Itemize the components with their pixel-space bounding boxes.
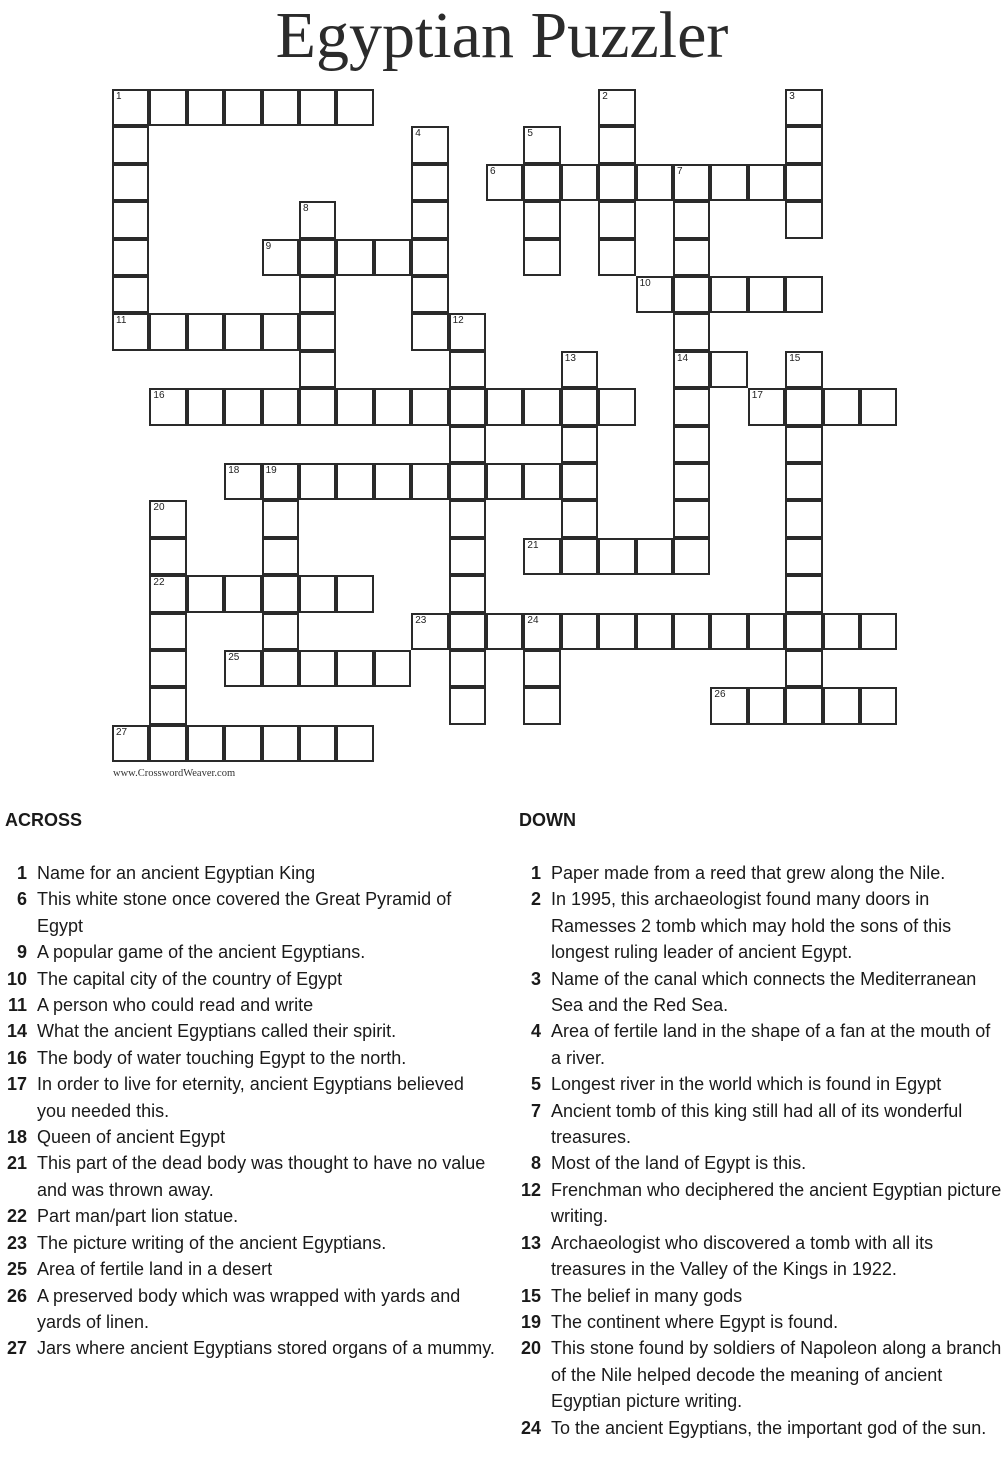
cell-number: 5 — [527, 128, 533, 140]
grid-cell[interactable] — [673, 500, 710, 537]
grid-cell[interactable] — [262, 575, 299, 612]
grid-cell[interactable] — [449, 538, 486, 575]
grid-cell[interactable] — [561, 388, 598, 425]
grid-cell[interactable] — [598, 239, 635, 276]
grid-cell[interactable] — [785, 687, 822, 724]
across-heading: ACROSS — [5, 810, 83, 830]
clue-item — [519, 1230, 1004, 1283]
grid-cell[interactable] — [449, 313, 486, 350]
cell-number: 15 — [789, 352, 801, 364]
grid-cell[interactable] — [561, 613, 598, 650]
grid-cell[interactable] — [785, 650, 822, 687]
clue-item — [5, 1071, 495, 1124]
cell-number: 20 — [153, 502, 165, 514]
grid-cell[interactable] — [673, 613, 710, 650]
cell-number: 19 — [265, 465, 277, 476]
clue-number: 20 — [520, 1338, 541, 1359]
clue-text: This white stone once covered the Great Pyramid of Egypt — [37, 889, 452, 936]
clue-text: Name for an ancient Egyptian King — [37, 863, 316, 883]
grid-cell[interactable] — [523, 463, 560, 500]
grid-cell[interactable] — [262, 725, 299, 762]
grid-cell[interactable] — [449, 388, 486, 425]
grid-cell[interactable] — [860, 687, 897, 724]
grid-cell[interactable] — [449, 351, 486, 388]
clue-number: 26 — [6, 1285, 27, 1306]
grid-cell[interactable] — [112, 276, 149, 313]
grid-cell[interactable] — [523, 164, 560, 201]
clue-number: 10 — [6, 968, 27, 989]
clue-number: 12 — [520, 1179, 541, 1200]
grid-cell[interactable] — [262, 463, 299, 500]
grid-cell[interactable] — [561, 463, 598, 500]
grid-cell[interactable] — [785, 89, 822, 126]
grid-cell[interactable] — [262, 313, 299, 350]
clue-number: 24 — [520, 1417, 541, 1438]
clue-item — [5, 1256, 495, 1282]
grid-cell[interactable] — [112, 126, 149, 163]
grid-cell[interactable] — [523, 201, 560, 238]
grid-cell[interactable] — [299, 276, 336, 313]
grid-cell[interactable] — [336, 650, 373, 687]
grid-cell[interactable] — [673, 239, 710, 276]
clue-text: The picture writing of the ancient Egyptians. — [37, 1232, 387, 1253]
cell-number: 23 — [415, 614, 427, 626]
clue-number: 1 — [16, 863, 27, 883]
cell-number: 21 — [527, 539, 539, 551]
grid-cell[interactable] — [860, 613, 897, 650]
grid-cell[interactable] — [523, 650, 560, 687]
grid-cell[interactable] — [561, 500, 598, 537]
grid-cell[interactable] — [262, 500, 299, 537]
grid-cell[interactable] — [449, 575, 486, 612]
clue-number: 21 — [6, 1153, 27, 1174]
clue-text: Archaeologist who discovered a tomb with all its treasures in the Valley of the Kings in 1922. — [551, 1232, 934, 1280]
clue-item — [5, 1124, 495, 1150]
clue-text: In order to live for eternity, ancient Egyptians believed you needed this. — [37, 1074, 464, 1121]
grid-cell[interactable] — [224, 463, 261, 500]
clue-item — [5, 966, 495, 992]
grid-cell[interactable] — [710, 687, 747, 724]
cell-number: 3 — [789, 91, 795, 102]
grid-cell[interactable] — [523, 687, 560, 724]
grid-cell[interactable] — [523, 126, 560, 163]
clue-item — [519, 860, 1004, 886]
grid-cell[interactable] — [374, 239, 411, 276]
cell-number: 7 — [677, 165, 683, 177]
grid-cell[interactable] — [224, 575, 261, 612]
clue-number: 9 — [16, 942, 27, 963]
grid-cell[interactable] — [449, 650, 486, 687]
grid-cell[interactable] — [785, 463, 822, 500]
clue-number: 16 — [6, 1047, 27, 1068]
grid-cell[interactable] — [112, 164, 149, 201]
grid-cell[interactable] — [262, 239, 299, 276]
clue-text: The continent where Egypt is found. — [551, 1311, 839, 1332]
grid-cell[interactable] — [336, 388, 373, 425]
clue-item — [5, 1283, 495, 1336]
grid-cell[interactable] — [374, 388, 411, 425]
grid-cell[interactable] — [411, 126, 448, 163]
grid-cell[interactable] — [636, 164, 673, 201]
grid-cell[interactable] — [187, 313, 224, 350]
clue-text: Part man/part lion statue. — [37, 1206, 239, 1227]
clue-text: Longest river in the world which is found in Egypt — [551, 1074, 942, 1095]
grid-cell[interactable] — [449, 687, 486, 724]
grid-cell[interactable] — [636, 276, 673, 313]
grid-cell[interactable] — [112, 89, 149, 126]
grid-cell[interactable] — [785, 276, 822, 313]
grid-cell[interactable] — [785, 500, 822, 537]
grid-cell[interactable] — [224, 388, 261, 425]
grid-cell[interactable] — [112, 313, 149, 350]
grid-cell[interactable] — [149, 687, 186, 724]
clue-item — [5, 1335, 495, 1361]
grid-cell[interactable] — [673, 201, 710, 238]
clue-number: 5 — [530, 1074, 541, 1095]
grid-cell[interactable] — [748, 613, 785, 650]
clue-number: 11 — [7, 995, 27, 1016]
grid-cell[interactable] — [710, 351, 747, 388]
grid-cell[interactable] — [299, 575, 336, 612]
grid-cell[interactable] — [224, 725, 261, 762]
clue-item — [5, 1150, 495, 1203]
grid-cell[interactable] — [673, 164, 710, 201]
grid-cell[interactable] — [299, 313, 336, 350]
clue-item — [5, 860, 495, 886]
grid-cell[interactable] — [411, 164, 448, 201]
grid-cell[interactable] — [411, 613, 448, 650]
clue-text: This part of the dead body was thought to have no value and was thrown away. — [37, 1153, 486, 1200]
cell-number: 17 — [751, 390, 763, 402]
grid-cell[interactable] — [449, 463, 486, 500]
grid-cell[interactable] — [187, 575, 224, 612]
cell-number: 26 — [714, 689, 726, 701]
clue-number: 25 — [6, 1259, 27, 1280]
grid-cell[interactable] — [299, 463, 336, 500]
grid-cell[interactable] — [598, 201, 635, 238]
clue-item — [519, 1309, 1004, 1335]
cell-number: 22 — [153, 577, 165, 589]
clue-text: To the ancient Egyptians, the important god of the sun. — [551, 1417, 987, 1438]
grid-cell[interactable] — [112, 239, 149, 276]
clue-item — [5, 1230, 495, 1256]
cell-number: 6 — [490, 165, 496, 177]
clue-item — [519, 1098, 1004, 1151]
grid-cell[interactable] — [336, 239, 373, 276]
grid-cell[interactable] — [785, 201, 822, 238]
grid-cell[interactable] — [785, 351, 822, 388]
grid-cell[interactable] — [112, 725, 149, 762]
clue-text: The capital city of the country of Egypt — [37, 968, 343, 989]
grid-cell[interactable] — [673, 538, 710, 575]
grid-cell[interactable] — [149, 575, 186, 612]
cell-number: 18 — [228, 465, 240, 476]
grid-cell[interactable] — [785, 613, 822, 650]
across-clue-list — [5, 860, 495, 1362]
clue-text: A popular game of the ancient Egyptians. — [37, 942, 366, 963]
clue-item — [519, 966, 1004, 1019]
clue-number: 14 — [6, 1021, 27, 1042]
clue-text: Name of the canal which connects the Mediterranean Sea and the Red Sea. — [551, 968, 977, 1016]
grid-cell[interactable] — [112, 201, 149, 238]
cell-number: 24 — [527, 614, 539, 626]
grid-cell[interactable] — [561, 538, 598, 575]
grid-cell[interactable] — [411, 239, 448, 276]
grid-cell[interactable] — [748, 388, 785, 425]
grid-cell[interactable] — [785, 164, 822, 201]
cell-number: 4 — [415, 128, 421, 140]
cell-number: 10 — [639, 278, 651, 289]
cell-number: 27 — [116, 726, 128, 738]
grid-cell[interactable] — [710, 164, 747, 201]
grid-cell[interactable] — [374, 463, 411, 500]
grid-cell[interactable] — [336, 575, 373, 612]
cell-number: 1 — [116, 91, 122, 102]
grid-cell[interactable] — [299, 239, 336, 276]
grid-cell[interactable] — [411, 388, 448, 425]
grid-cell[interactable] — [299, 650, 336, 687]
clue-number: 18 — [6, 1127, 27, 1148]
clue-item — [519, 1071, 1004, 1097]
clue-text: A preserved body which was wrapped with yards and yards of linen. — [37, 1285, 461, 1332]
grid-cell[interactable] — [823, 687, 860, 724]
cell-number: 11 — [116, 315, 127, 327]
clue-item — [519, 1415, 1004, 1441]
grid-cell[interactable] — [486, 164, 523, 201]
grid-cell[interactable] — [262, 388, 299, 425]
grid-cell[interactable] — [149, 613, 186, 650]
grid-cell[interactable] — [187, 388, 224, 425]
grid-cell[interactable] — [299, 725, 336, 762]
grid-cell[interactable] — [823, 388, 860, 425]
cell-number: 25 — [228, 652, 240, 663]
grid-cell[interactable] — [748, 687, 785, 724]
grid-cell[interactable] — [374, 650, 411, 687]
grid-cell[interactable] — [449, 613, 486, 650]
grid-cell[interactable] — [149, 89, 186, 126]
grid-cell[interactable] — [149, 388, 186, 425]
clue-number: 15 — [520, 1285, 541, 1306]
grid-cell[interactable] — [673, 463, 710, 500]
clue-number: 2 — [530, 889, 541, 910]
grid-cell[interactable] — [449, 426, 486, 463]
clue-number: 27 — [6, 1338, 27, 1359]
cell-number: 14 — [677, 352, 689, 364]
grid-cell[interactable] — [224, 313, 261, 350]
clue-item — [5, 1203, 495, 1229]
clue-item — [5, 939, 495, 965]
cell-number: 12 — [452, 315, 464, 327]
grid-cell[interactable] — [598, 164, 635, 201]
grid-cell[interactable] — [411, 313, 448, 350]
cell-number: 8 — [303, 203, 309, 215]
grid-cell[interactable] — [561, 351, 598, 388]
grid-cell[interactable] — [673, 351, 710, 388]
grid-cell[interactable] — [149, 313, 186, 350]
grid-cell[interactable] — [785, 388, 822, 425]
clue-item — [519, 1335, 1004, 1414]
grid-cell[interactable] — [262, 538, 299, 575]
grid-cell[interactable] — [673, 276, 710, 313]
grid-cell[interactable] — [149, 500, 186, 537]
grid-cell[interactable] — [411, 201, 448, 238]
clue-text: A person who could read and write — [37, 995, 314, 1016]
grid-cell[interactable] — [299, 388, 336, 425]
clue-number: 23 — [6, 1232, 27, 1253]
clue-text: This stone found by soldiers of Napoleon along a branch of the Nile helped decode the meaning of ancient Egyptian picture writing. — [551, 1338, 1002, 1412]
grid-cell[interactable] — [598, 89, 635, 126]
grid-cell[interactable] — [523, 613, 560, 650]
grid-cell[interactable] — [262, 650, 299, 687]
grid-cell[interactable] — [598, 388, 635, 425]
grid-cell[interactable] — [486, 613, 523, 650]
grid-cell[interactable] — [299, 89, 336, 126]
clue-text: Area of fertile land in a desert — [37, 1259, 273, 1280]
grid-cell[interactable] — [336, 725, 373, 762]
clue-text: What the ancient Egyptians called their spirit. — [37, 1021, 397, 1042]
clue-text: The belief in many gods — [551, 1285, 743, 1306]
cell-number: 13 — [564, 352, 576, 364]
clue-text: Area of fertile land in the shape of a fan at the mouth of a river. — [551, 1021, 991, 1068]
grid-cell[interactable] — [636, 538, 673, 575]
down-clue-list — [519, 860, 1004, 1441]
grid-cell[interactable] — [149, 538, 186, 575]
clue-text: In 1995, this archaeologist found many doors in Ramesses 2 tomb which may hold the sons of this longest ruling leader of ancient Egypt. — [551, 889, 952, 963]
across-clues — [5, 808, 495, 1362]
clue-text: Frenchman who deciphered the ancient Egyptian picture writing. — [551, 1179, 1002, 1227]
grid-cell[interactable] — [823, 613, 860, 650]
grid-cell[interactable] — [785, 538, 822, 575]
grid-cell[interactable] — [224, 650, 261, 687]
grid-cell[interactable] — [598, 613, 635, 650]
grid-cell[interactable] — [411, 276, 448, 313]
clue-number: 13 — [520, 1232, 541, 1253]
clue-item — [5, 1018, 495, 1044]
grid-cell[interactable] — [598, 126, 635, 163]
clue-number: 19 — [520, 1311, 541, 1332]
clue-number: 8 — [530, 1153, 541, 1174]
grid-cell[interactable] — [486, 388, 523, 425]
grid-cell[interactable] — [785, 575, 822, 612]
grid-cell[interactable] — [748, 164, 785, 201]
clue-text: Ancient tomb of this king still had all of its wonderful treasures. — [551, 1100, 963, 1148]
clue-number: 3 — [530, 968, 541, 989]
clue-number: 1 — [530, 863, 541, 883]
grid-cell[interactable] — [523, 239, 560, 276]
clue-item — [519, 1177, 1004, 1230]
grid-cell[interactable] — [860, 388, 897, 425]
grid-cell[interactable] — [598, 538, 635, 575]
grid-cell[interactable] — [673, 388, 710, 425]
clue-item — [5, 992, 495, 1018]
grid-cell[interactable] — [187, 725, 224, 762]
grid-cell[interactable] — [299, 351, 336, 388]
grid-cell[interactable] — [411, 463, 448, 500]
clue-number: 17 — [6, 1074, 27, 1095]
grid-cell[interactable] — [523, 538, 560, 575]
grid-cell[interactable] — [336, 463, 373, 500]
clue-number: 6 — [16, 889, 27, 910]
grid-cell[interactable] — [149, 650, 186, 687]
clue-item — [519, 886, 1004, 965]
grid-cell[interactable] — [561, 164, 598, 201]
grid-cell[interactable] — [710, 613, 747, 650]
grid-cell[interactable] — [523, 388, 560, 425]
clue-number: 7 — [530, 1100, 541, 1121]
clue-text: Most of the land of Egypt is this. — [551, 1153, 807, 1174]
grid-cell[interactable] — [748, 276, 785, 313]
grid-cell[interactable] — [449, 500, 486, 537]
down-clues — [519, 808, 1004, 1441]
clue-text: The body of water touching Egypt to the north. — [37, 1047, 407, 1068]
clue-item — [519, 1150, 1004, 1176]
clue-text: Paper made from a reed that grew along the Nile. — [551, 863, 946, 883]
grid-cell[interactable] — [149, 725, 186, 762]
clue-item — [5, 1045, 495, 1071]
grid-cell[interactable] — [486, 463, 523, 500]
page-title: Egyptian Puzzler — [275, 0, 729, 72]
grid-cell[interactable] — [561, 426, 598, 463]
grid-cell[interactable] — [710, 276, 747, 313]
grid-cell[interactable] — [673, 313, 710, 350]
cell-number: 9 — [265, 240, 272, 252]
grid-cell[interactable] — [224, 89, 261, 126]
grid-cell[interactable] — [299, 201, 336, 238]
cell-number: 2 — [602, 91, 608, 102]
grid-cell[interactable] — [673, 426, 710, 463]
credit-text: www.CrosswordWeaver.com — [113, 768, 236, 779]
clue-number: 22 — [6, 1206, 27, 1227]
clue-item — [519, 1018, 1004, 1071]
clue-item — [5, 886, 495, 939]
grid-cell[interactable] — [785, 126, 822, 163]
clue-text: Jars where ancient Egyptians stored organs of a mummy. — [37, 1338, 495, 1359]
clue-item — [519, 1283, 1004, 1309]
clue-number: 4 — [530, 1021, 541, 1042]
grid-cell[interactable] — [336, 89, 373, 126]
down-heading: DOWN — [519, 810, 576, 830]
clue-text: Queen of ancient Egypt — [37, 1127, 226, 1148]
grid-cell[interactable] — [636, 613, 673, 650]
grid-cell[interactable] — [262, 613, 299, 650]
grid-cell[interactable] — [785, 426, 822, 463]
grid-cell[interactable] — [187, 89, 224, 126]
cell-number: 16 — [153, 390, 165, 402]
grid-cell[interactable] — [262, 89, 299, 126]
